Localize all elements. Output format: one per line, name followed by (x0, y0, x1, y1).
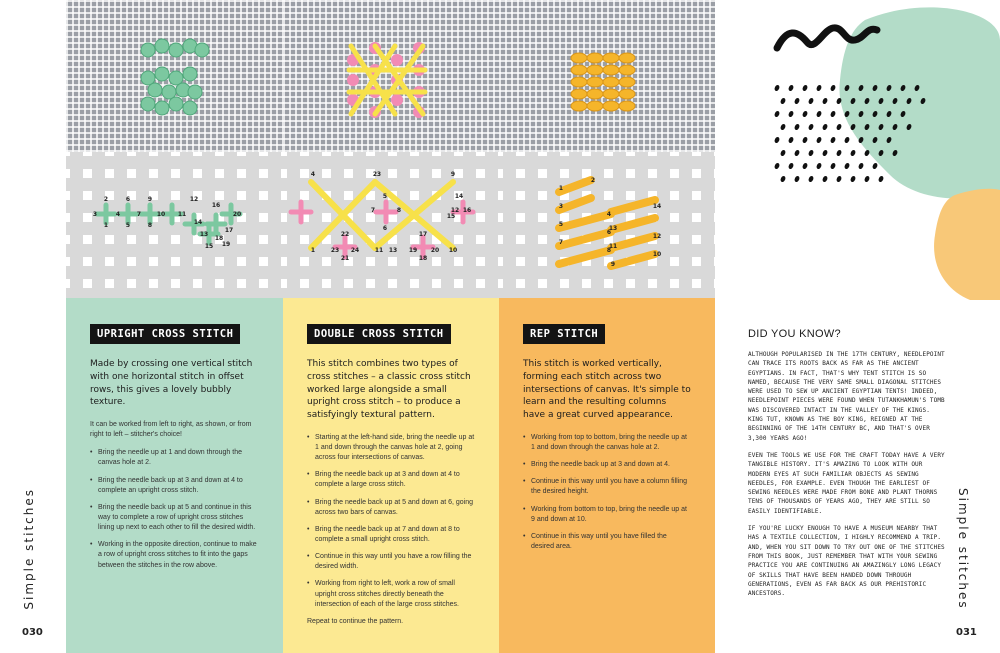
stitch-number: 5 (558, 221, 564, 228)
stitch-number: 7 (136, 211, 142, 218)
stitch-number: 13 (388, 247, 398, 254)
dot-mark (808, 149, 815, 157)
dot-mark (844, 162, 851, 170)
stitch-number: 11 (374, 247, 384, 254)
dot-mark (802, 84, 809, 92)
dot-mark (802, 110, 809, 118)
stitch-number: 15 (446, 213, 456, 220)
dot-mark (816, 84, 823, 92)
stitch-number: 11 (608, 243, 618, 250)
stitch-number: 7 (370, 207, 376, 214)
stitch-number: 3 (376, 171, 382, 178)
step-item: • Starting at the left-hand side, bring the needle up at 1 and down through the canvas hole at 2, going across four intersections of canvas. (307, 433, 475, 463)
did-you-know-paragraph: ALTHOUGH POPULARISED IN THE 17TH CENTURY, NEEDLEPOINT CAN TRACE ITS ROOTS BACK AS FAR AS THE ANCIENT EGYPTIANS. IN FACT, THAT'S WHY TENT STITCH IS SO NAMED, BECAUSE THE VERY SAME SMALL DIAGONAL STITCHES WERE USED TO SEW UP ANCIENT EGYPTIAN TENTS! INDEED, NEEDLEPOINT PIECES WERE FOUND WHEN TUTANKHAMUN'S TOMB WAS DISCOVERED INTACT IN THE VALLEY OF THE KINGS. KING TUT, KNOWN AS THE BOY KING, REIGNED AT THE BEGINNING OF THE 14TH CENTURY BC, AND THAT'S OVER 3,300 YEARS AGO! (748, 351, 945, 442)
dot-mark (808, 175, 815, 183)
dot-mark (822, 123, 829, 131)
step-item: • Bring the needle back up at 3 and down at 4 to complete an upright cross stitch. (90, 476, 259, 496)
stitch-number: 8 (147, 222, 153, 229)
stitch-number: 14 (454, 193, 464, 200)
canvas-bar (499, 266, 715, 279)
rep-stitch-diagram-canvas (499, 152, 715, 298)
stitch-number: 2 (103, 196, 109, 203)
stitch-number: 14 (652, 203, 662, 210)
dot-mark (858, 162, 865, 170)
canvas-bar (66, 288, 283, 298)
rep-stitch-title: REP STITCH (523, 324, 605, 344)
dot-mark (794, 123, 801, 131)
upright-cross-diagram (66, 152, 283, 298)
stitch-number: 7 (558, 239, 564, 246)
canvas-bar (499, 156, 715, 169)
upright-cross-panel (66, 298, 283, 653)
stitch-number: 9 (147, 196, 153, 203)
step-item: • Working from top to bottom, bring the needle up at 1 and down through the canvas hole at 2. (523, 433, 691, 453)
upright-cross-photo (66, 0, 283, 152)
dot-mark (788, 162, 795, 170)
dot-mark (794, 175, 801, 183)
upright-cross-title: UPRIGHT CROSS STITCH (90, 324, 240, 344)
dot-mark (774, 162, 781, 170)
abstract-decoration (715, 0, 1000, 300)
stitch-number: 18 (214, 235, 224, 242)
stitch-number: 6 (125, 196, 131, 203)
dot-mark (830, 84, 837, 92)
dot-mark (850, 149, 857, 157)
stitch-number: 4 (310, 171, 316, 178)
dot-mark (864, 175, 871, 183)
rep-stitch-sample-image (499, 0, 715, 152)
dot-mark (780, 123, 787, 131)
step-item: • Working in the opposite direction, continue to make a row of upright cross stitches to fit into the gaps between the stitches in the row above. (90, 540, 259, 570)
double-cross-intro: This stitch combines two types of cross stitches – a classic cross stitch worked large alongside a small upright cross stitch – to produce a satisfyingly textural pattern. (307, 359, 471, 421)
double-cross-sample-image (283, 0, 499, 152)
dot-mark (788, 84, 795, 92)
stitch-number: 1 (310, 247, 316, 254)
stitch-number: 19 (221, 241, 231, 248)
dot-mark (780, 149, 787, 157)
dot-mark (830, 162, 837, 170)
did-you-know-paragraph: IF YOU'RE LUCKY ENOUGH TO HAVE A MUSEUM NEARBY THAT HAS A TEXTILE COLLECTION, I HIGHLY RECOMMEND A TRIP. AND, WHEN YOU SIT DOWN TO TRY OUT ONE OF THE STITCHES FROM THIS BOOK, JUST REMEMBER THAT WITH YOUR SEWING PRACTICE YOU ARE CONTINUING AN AMAZINGLY LONG LEGACY OF SKILLS THAT HAVE BEEN HANDED DOWN THROUGH GENERATIONS, EVEN AS FAR BACK AS OUR PREHISTORIC ANCESTORS. (748, 525, 945, 598)
canvas-bar (66, 156, 283, 169)
stitch-number: 12 (189, 196, 199, 203)
stitch-number: 6 (606, 229, 612, 236)
double-cross-photo (283, 0, 499, 152)
canvas-bar (499, 178, 715, 191)
canvas-bar (66, 266, 283, 279)
dot-mark (794, 149, 801, 157)
stitch-number: 20 (430, 247, 440, 254)
stitch-number: 22 (340, 231, 350, 238)
dot-mark (816, 110, 823, 118)
double-cross-title: DOUBLE CROSS STITCH (307, 324, 451, 344)
double-cross-panel (283, 298, 499, 653)
double-cross-diagram-canvas (283, 152, 499, 298)
stitch-number: 9 (450, 171, 456, 178)
double-cross-steps (307, 433, 475, 610)
peach-blob-shape (934, 189, 1000, 300)
stitch-number: 4 (115, 211, 121, 218)
upright-cross-sample-image (66, 0, 283, 152)
step-item: • Bring the needle back up at 3 and down at 4 to complete a large cross stitch. (307, 470, 475, 490)
dot-mark (774, 136, 781, 144)
canvas-bar (66, 178, 283, 191)
dot-mark (802, 136, 809, 144)
upright-cross-intro: Made by crossing one vertical stitch with one horizontal stitch in offset rows, this gives a lovely bubbly texture. (90, 359, 253, 408)
dot-mark (774, 84, 781, 92)
stitch-number: 16 (462, 207, 472, 214)
dot-mark (878, 175, 885, 183)
stitch-number: 13 (199, 231, 209, 238)
stitch-number: 1 (103, 222, 109, 229)
canvas-bar (66, 222, 283, 235)
stitch-number: 17 (418, 231, 428, 238)
stitch-number: 16 (211, 202, 221, 209)
dot-mark (822, 175, 829, 183)
stitch-number: 23 (330, 247, 340, 254)
dot-mark (830, 110, 837, 118)
dot-mark (836, 175, 843, 183)
dot-mark (774, 110, 781, 118)
dot-mark (788, 136, 795, 144)
dot-mark (780, 97, 787, 105)
dot-mark (802, 162, 809, 170)
dot-mark (780, 175, 787, 183)
step-item: • Continue in this way until you have a row filling the desired width. (307, 552, 475, 572)
dot-mark (788, 110, 795, 118)
stitch-number: 8 (606, 247, 612, 254)
step-item: • Bring the needle up at 1 and down through the canvas hole at 2. (90, 448, 259, 468)
did-you-know-body (748, 350, 948, 606)
stitch-number: 5 (125, 222, 131, 229)
canvas-bar (499, 288, 715, 298)
dot-mark (808, 123, 815, 131)
rep-stitch-intro: This stitch is worked vertically, forming each stitch across two intersections of canvas. It's simple to learn and the resulting columns have a great curved appearance. (523, 359, 691, 421)
step-item: • Continue in this way until you have filled the desired area. (523, 532, 691, 552)
dot-mark (872, 162, 879, 170)
stitch-number: 6 (382, 225, 388, 232)
stitch-number: 3 (558, 203, 564, 210)
did-you-know-title: DID YOU KNOW? (748, 328, 841, 340)
stitch-number: 14 (193, 219, 203, 226)
right-section-label: Simple stitches (956, 488, 970, 610)
dot-mark (816, 136, 823, 144)
dot-mark (850, 175, 857, 183)
canvas-bar (283, 266, 499, 279)
dot-mark (816, 162, 823, 170)
stitch-number: 13 (608, 225, 618, 232)
step-item: • Bring the needle back up at 5 and down at 6, going across two bars of canvas. (307, 498, 475, 518)
stitch-number: 2 (372, 171, 378, 178)
step-item: • Working from bottom to top, bring the needle up at 9 and down at 10. (523, 505, 691, 525)
double-cross-diagram (283, 152, 499, 298)
stitch-number: 12 (450, 207, 460, 214)
dot-mark (836, 149, 843, 157)
step-item: • Bring the needle back up at 5 and continue in this way to complete a row of upright cross stitches lining up next to each other to fill the desired width. (90, 503, 259, 533)
dot-mark (830, 136, 837, 144)
rep-stitch-diagram (499, 152, 715, 298)
stitch-number: 3 (92, 211, 98, 218)
stitch-number: 24 (350, 247, 360, 254)
stitch-number: 20 (232, 211, 242, 218)
stitch-number: 4 (606, 211, 612, 218)
stitch-number: 10 (652, 251, 662, 258)
canvas-bar (283, 156, 499, 169)
upright-cross-lead: It can be worked from left to right, as shown, or from right to left – stitcher's choice! (90, 421, 252, 439)
canvas-bar (283, 288, 499, 298)
stitch-number: 17 (224, 227, 234, 234)
stitch-number: 12 (652, 233, 662, 240)
stitch-number: 8 (396, 207, 402, 214)
stitch-number: 18 (418, 255, 428, 262)
right-page-number: 031 (956, 627, 977, 638)
dot-mark (808, 97, 815, 105)
stitch-number: 2 (590, 177, 596, 184)
upright-cross-steps (90, 448, 259, 570)
dot-mark (794, 97, 801, 105)
upright-cross-diagram-canvas (66, 152, 283, 298)
dot-mark (822, 97, 829, 105)
stitch-number: 19 (408, 247, 418, 254)
step-item: • Bring the needle back up at 3 and down at 4. (523, 460, 691, 470)
stitch-number: 11 (177, 211, 187, 218)
stitch-number: 9 (610, 261, 616, 268)
step-item: • Bring the needle back up at 7 and down at 8 to complete a small upright cross stitch. (307, 525, 475, 545)
rep-stitch-photo (499, 0, 715, 152)
dot-mark (822, 149, 829, 157)
stitch-number: 21 (340, 255, 350, 262)
rep-stitch-steps (523, 433, 691, 552)
stitch-number: 5 (382, 193, 388, 200)
dot-mark (844, 136, 851, 144)
did-you-know-paragraph: EVEN THE TOOLS WE USE FOR THE CRAFT TODAY HAVE A VERY TANGIBLE HISTORY. IT'S AMAZING TO LOOK WITH OUR MODERN EYES AT SUCH FAMILIAR OBJECTS AS SEWING NEEDLES, FOR EXAMPLE. EVEN THOUGH THE EARLIEST OF SEWING NEEDLES WERE MADE FROM BONE AND PLANT THORNS TENS OF THOUSANDS OF YEARS AGO, THEY ARE STILL SO EASILY IDENTIFIABLE. (748, 451, 945, 515)
stitch-number: 1 (558, 185, 564, 192)
step-item: • Continue in this way until you have a column filling the desired height. (523, 477, 691, 497)
stitch-number: 10 (448, 247, 458, 254)
left-section-label: Simple stitches (22, 488, 36, 610)
canvas-bar (66, 244, 283, 257)
left-page-number: 030 (22, 627, 43, 638)
stitch-number: 15 (204, 243, 214, 250)
double-cross-outro: Repeat to continue the pattern. (307, 617, 404, 625)
rep-stitch-panel (499, 298, 715, 653)
stitch-number: 10 (156, 211, 166, 218)
step-item: • Working from right to left, work a row of small upright cross stitches directly beneath the intersection of each of the large cross stitches. (307, 579, 475, 609)
dot-mark (836, 123, 843, 131)
